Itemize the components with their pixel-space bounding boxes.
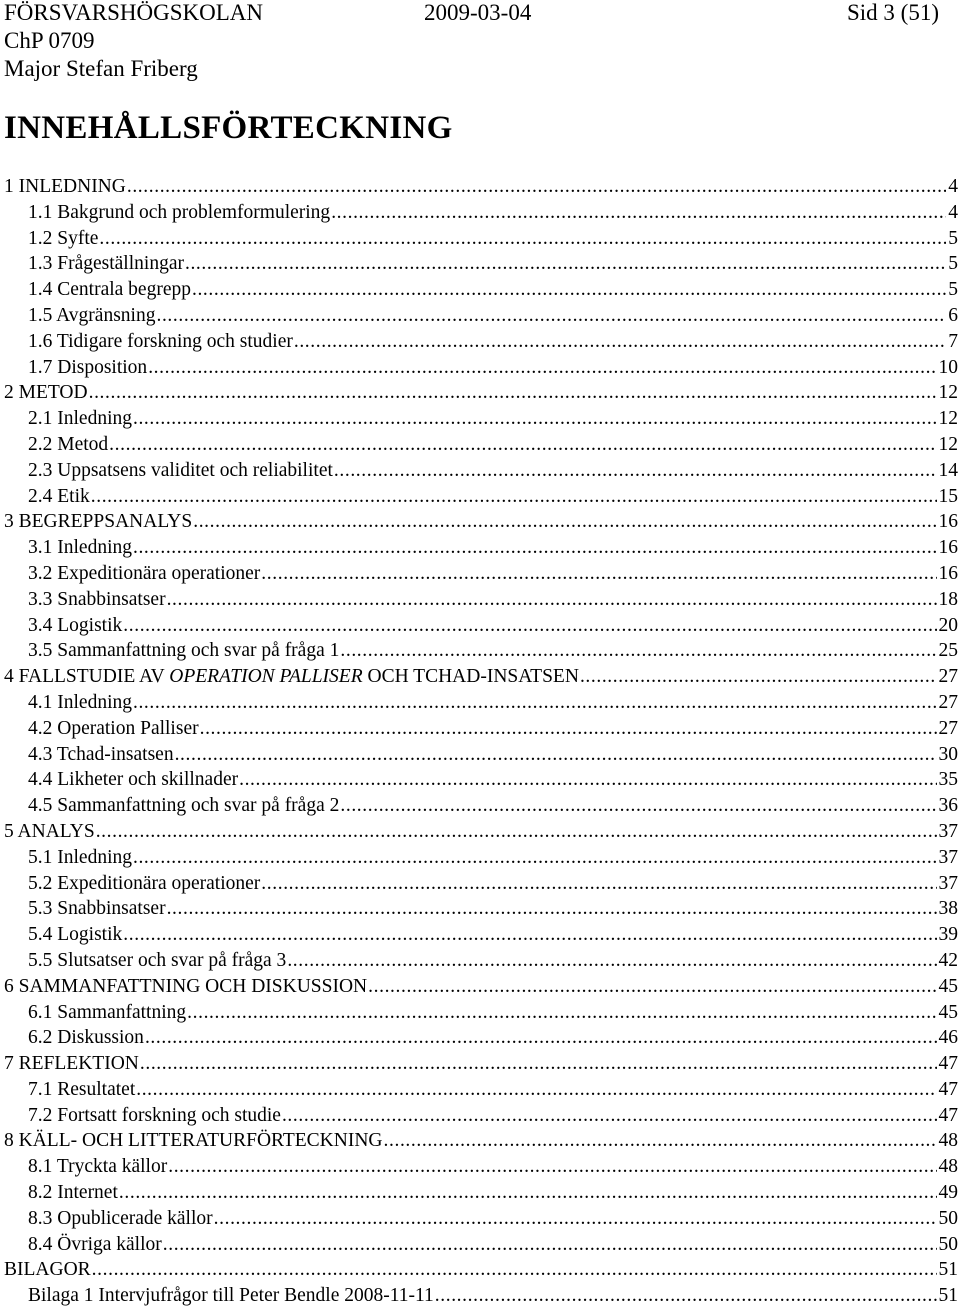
toc-section[interactable] bbox=[0, 871, 958, 897]
toc-entry-label: 2.1 Inledning bbox=[28, 408, 132, 430]
toc-entry-label: 5.2 Expeditionära operationer bbox=[28, 872, 261, 894]
toc-entry-label: 5 ANALYS bbox=[4, 820, 95, 842]
toc-section[interactable] bbox=[0, 355, 958, 381]
toc-dot-leader bbox=[331, 200, 946, 226]
toc-page-number: 38 bbox=[938, 898, 958, 920]
toc-page-number: 4 bbox=[948, 176, 958, 197]
toc-section[interactable] bbox=[0, 226, 958, 252]
toc-dot-leader bbox=[99, 226, 946, 252]
toc-dot-leader bbox=[109, 432, 936, 458]
toc-section[interactable] bbox=[0, 1232, 958, 1258]
toc-section[interactable] bbox=[0, 1283, 958, 1309]
toc-dot-leader bbox=[168, 1154, 936, 1180]
toc-entry-label: 2.2 Metod bbox=[28, 433, 109, 455]
toc-section[interactable] bbox=[0, 251, 958, 277]
toc-page-number: 35 bbox=[938, 769, 958, 791]
toc-dot-leader bbox=[127, 174, 946, 200]
toc-page-number: 5 bbox=[948, 279, 958, 301]
toc-section[interactable] bbox=[0, 561, 958, 587]
toc-chapter[interactable] bbox=[0, 1257, 958, 1283]
toc-page-number: 37 bbox=[938, 820, 958, 842]
toc-dot-leader bbox=[175, 742, 937, 768]
toc-entry-label: 1.2 Syfte bbox=[28, 227, 99, 249]
toc-dot-leader bbox=[187, 1000, 936, 1026]
toc-dot-leader bbox=[435, 1283, 937, 1309]
toc-dot-leader bbox=[163, 1232, 937, 1258]
toc-section[interactable] bbox=[0, 845, 958, 871]
toc-section[interactable] bbox=[0, 200, 958, 226]
toc-entry-label: 3.5 Sammanfattning och svar på fråga 1 bbox=[28, 640, 340, 662]
toc-entry-label: 1.5 Avgränsning bbox=[28, 304, 156, 326]
header-course: ChP 0709 bbox=[4, 28, 95, 53]
toc-page-number: 30 bbox=[938, 743, 958, 765]
toc-dot-leader bbox=[123, 613, 936, 639]
toc-section[interactable] bbox=[0, 277, 958, 303]
toc-entry-label: 7.2 Fortsatt forskning och studie bbox=[28, 1104, 281, 1126]
toc-chapter[interactable] bbox=[0, 380, 958, 406]
toc-page-number: 48 bbox=[938, 1130, 958, 1152]
toc-entry-label: 7.1 Resultatet bbox=[28, 1078, 136, 1100]
toc-section[interactable] bbox=[0, 587, 958, 613]
toc-page-number: 37 bbox=[938, 846, 958, 868]
toc-entry-label: 3.4 Logistik bbox=[28, 614, 123, 636]
toc-dot-leader bbox=[89, 380, 937, 406]
toc-page-number: 50 bbox=[938, 1233, 958, 1255]
header-school: FÖRSVARSHÖGSKOLAN bbox=[4, 0, 264, 25]
toc-section[interactable] bbox=[0, 329, 958, 355]
toc-section[interactable] bbox=[0, 484, 958, 510]
toc-dot-leader bbox=[185, 251, 946, 277]
toc-chapter[interactable] bbox=[0, 174, 958, 200]
toc-page-number: 36 bbox=[938, 795, 958, 817]
toc-entry-label: 4 FALLSTUDIE AV OPERATION PALLISER OCH TCHAD-INSATSEN bbox=[4, 666, 579, 688]
toc-dot-leader bbox=[282, 1103, 937, 1129]
toc-chapter[interactable] bbox=[0, 664, 958, 690]
toc-dot-leader bbox=[145, 1025, 937, 1051]
toc-page-number: 14 bbox=[938, 459, 958, 481]
toc-section[interactable] bbox=[0, 716, 958, 742]
toc-page-number: 5 bbox=[948, 227, 958, 249]
toc-dot-leader bbox=[123, 922, 936, 948]
toc-page-number: 45 bbox=[938, 975, 958, 997]
toc-dot-leader bbox=[192, 277, 946, 303]
toc-section[interactable] bbox=[0, 1000, 958, 1026]
toc-dot-leader bbox=[119, 1180, 937, 1206]
toc-page-number: 47 bbox=[938, 1104, 958, 1126]
toc-page-number: 4 bbox=[948, 201, 958, 223]
toc-section[interactable] bbox=[0, 432, 958, 458]
toc-entry-label: 8.4 Övriga källor bbox=[28, 1233, 162, 1255]
toc-page-number: 46 bbox=[938, 1027, 958, 1049]
toc-dot-leader bbox=[133, 845, 937, 871]
toc-dot-leader bbox=[261, 871, 936, 897]
toc-entry-label: 8 KÄLL- OCH LITTERATURFÖRTECKNING bbox=[4, 1130, 383, 1152]
toc-section[interactable] bbox=[0, 458, 958, 484]
toc-page-number: 27 bbox=[938, 666, 958, 688]
toc-entry-label: 5.3 Snabbinsatser bbox=[28, 898, 166, 920]
toc-page-number: 49 bbox=[938, 1182, 958, 1204]
toc-dot-leader bbox=[193, 509, 936, 535]
toc-section[interactable] bbox=[0, 1077, 958, 1103]
toc-page-number: 51 bbox=[938, 1259, 958, 1281]
toc-section[interactable] bbox=[0, 896, 958, 922]
toc-entry-label: 3.2 Expeditionära operationer bbox=[28, 562, 261, 584]
toc-entry-label: 2.3 Uppsatsens validitet och reliabilitet bbox=[28, 459, 333, 481]
toc-dot-leader bbox=[214, 1206, 937, 1232]
toc-section[interactable] bbox=[0, 742, 958, 768]
toc-entry-label: BILAGOR bbox=[4, 1259, 91, 1281]
toc-section[interactable] bbox=[0, 1180, 958, 1206]
toc-section[interactable] bbox=[0, 613, 958, 639]
toc-dot-leader bbox=[340, 793, 936, 819]
toc-entry-label: 8.2 Internet bbox=[28, 1182, 118, 1204]
toc-chapter[interactable] bbox=[0, 974, 958, 1000]
toc-entry-label: 8.1 Tryckta källor bbox=[28, 1156, 168, 1178]
toc-entry-label: 6.2 Diskussion bbox=[28, 1027, 144, 1049]
toc-chapter[interactable] bbox=[0, 509, 958, 535]
toc-page-number: 12 bbox=[938, 382, 958, 404]
toc-dot-leader bbox=[200, 716, 937, 742]
toc-page-number: 20 bbox=[938, 614, 958, 636]
toc-entry-label: 4.3 Tchad-insatsen bbox=[28, 743, 174, 765]
toc-dot-leader bbox=[91, 484, 937, 510]
toc-page-number: 25 bbox=[938, 640, 958, 662]
toc-page-number: 50 bbox=[938, 1207, 958, 1229]
toc-page-number: 51 bbox=[938, 1285, 958, 1307]
toc-page-number: 15 bbox=[938, 485, 958, 507]
toc-entry-label: 2.4 Etik bbox=[28, 485, 90, 507]
toc-section[interactable] bbox=[0, 793, 958, 819]
toc-entry-label: 1.1 Bakgrund och problemformulering bbox=[28, 201, 331, 223]
header-page-number: Sid 3 (51) bbox=[847, 0, 939, 25]
toc-dot-leader bbox=[92, 1257, 937, 1283]
toc-section[interactable] bbox=[0, 767, 958, 793]
toc-entry-label: 6.1 Sammanfattning bbox=[28, 1001, 187, 1023]
toc-page-number: 7 bbox=[948, 330, 958, 352]
toc-dot-leader bbox=[167, 896, 937, 922]
toc-dot-leader bbox=[133, 406, 937, 432]
toc-page-number: 16 bbox=[938, 537, 958, 559]
toc-section[interactable] bbox=[0, 406, 958, 432]
toc-entry-label: 6 SAMMANFATTNING OCH DISKUSSION bbox=[4, 975, 368, 997]
toc-dot-leader bbox=[133, 535, 937, 561]
toc-page-number: 16 bbox=[938, 511, 958, 533]
toc-section[interactable] bbox=[0, 303, 958, 329]
toc-dot-leader bbox=[167, 587, 937, 613]
toc-section[interactable] bbox=[0, 1103, 958, 1129]
toc-entry-label: 4.1 Inledning bbox=[28, 691, 132, 713]
toc-page-number: 47 bbox=[938, 1078, 958, 1100]
toc-dot-leader bbox=[156, 303, 946, 329]
toc-page-number: 18 bbox=[938, 588, 958, 610]
toc-entry-label: Bilaga 1 Intervjufrågor till Peter Bendle 2008-11-11 bbox=[28, 1285, 434, 1307]
toc-entry-label: 3.1 Inledning bbox=[28, 537, 132, 559]
toc-entry-label: 8.3 Opublicerade källor bbox=[28, 1207, 213, 1229]
toc-dot-leader bbox=[239, 767, 936, 793]
toc-section[interactable] bbox=[0, 638, 958, 664]
toc-page-number: 6 bbox=[948, 304, 958, 326]
toc-page-number: 37 bbox=[938, 872, 958, 894]
toc-section[interactable] bbox=[0, 948, 958, 974]
toc-section[interactable] bbox=[0, 922, 958, 948]
toc-entry-label: 3.3 Snabbinsatser bbox=[28, 588, 166, 610]
toc-entry-label: 1 INLEDNING bbox=[4, 176, 126, 197]
toc-chapter[interactable] bbox=[0, 819, 958, 845]
toc-chapter[interactable] bbox=[0, 1128, 958, 1154]
toc-page-number: 10 bbox=[938, 356, 958, 378]
toc-entry-label: 3 BEGREPPSANALYS bbox=[4, 511, 193, 533]
header-author: Major Stefan Friberg bbox=[4, 56, 198, 81]
toc-entry-label: 5.1 Inledning bbox=[28, 846, 132, 868]
page-title: INNEHÅLLSFÖRTECKNING bbox=[4, 110, 453, 146]
toc-entry-label: 4.5 Sammanfattning och svar på fråga 2 bbox=[28, 795, 340, 817]
toc-section[interactable] bbox=[0, 690, 958, 716]
toc-entry-label: 5.5 Slutsatser och svar på fråga 3 bbox=[28, 949, 287, 971]
toc-dot-leader bbox=[133, 690, 937, 716]
toc-page-number: 12 bbox=[938, 433, 958, 455]
toc-dot-leader bbox=[148, 355, 936, 381]
toc-page-number: 39 bbox=[938, 924, 958, 946]
toc-page-number: 45 bbox=[938, 1001, 958, 1023]
toc-entry-label: 7 REFLEKTION bbox=[4, 1053, 139, 1075]
toc-page-number: 16 bbox=[938, 562, 958, 584]
toc-dot-leader bbox=[96, 819, 937, 845]
toc-dot-leader bbox=[580, 664, 937, 690]
toc-page-number: 27 bbox=[938, 717, 958, 739]
toc-entry-label: 5.4 Logistik bbox=[28, 924, 123, 946]
toc-section[interactable] bbox=[0, 1025, 958, 1051]
toc-entry-label: 4.4 Likheter och skillnader bbox=[28, 769, 239, 791]
toc-dot-leader bbox=[261, 561, 936, 587]
toc-chapter[interactable] bbox=[0, 1051, 958, 1077]
toc-dot-leader bbox=[140, 1051, 937, 1077]
toc-entry-label: 1.6 Tidigare forskning och studier bbox=[28, 330, 293, 352]
toc-page-number: 12 bbox=[938, 408, 958, 430]
toc-page-number: 5 bbox=[948, 253, 958, 275]
toc-entry-label: 1.4 Centrala begrepp bbox=[28, 279, 191, 301]
toc-dot-leader bbox=[136, 1077, 936, 1103]
toc-entry-label: 4.2 Operation Palliser bbox=[28, 717, 199, 739]
toc-entry-label: 1.7 Disposition bbox=[28, 356, 148, 378]
toc-entry-label: 1.3 Frågeställningar bbox=[28, 253, 184, 275]
toc-entry-label: 2 METOD bbox=[4, 382, 88, 404]
toc-section[interactable] bbox=[0, 1154, 958, 1180]
toc-section[interactable] bbox=[0, 535, 958, 561]
table-of-contents bbox=[0, 174, 958, 1309]
toc-page-number: 27 bbox=[938, 691, 958, 713]
toc-dot-leader bbox=[384, 1128, 937, 1154]
toc-dot-leader bbox=[334, 458, 937, 484]
toc-dot-leader bbox=[294, 329, 946, 355]
toc-section[interactable] bbox=[0, 1206, 958, 1232]
toc-dot-leader bbox=[287, 948, 936, 974]
toc-page-number: 48 bbox=[938, 1156, 958, 1178]
toc-dot-leader bbox=[368, 974, 936, 1000]
header-date: 2009-03-04 bbox=[424, 0, 532, 25]
toc-page-number: 42 bbox=[938, 949, 958, 971]
toc-dot-leader bbox=[340, 638, 936, 664]
toc-page-number: 47 bbox=[938, 1053, 958, 1075]
